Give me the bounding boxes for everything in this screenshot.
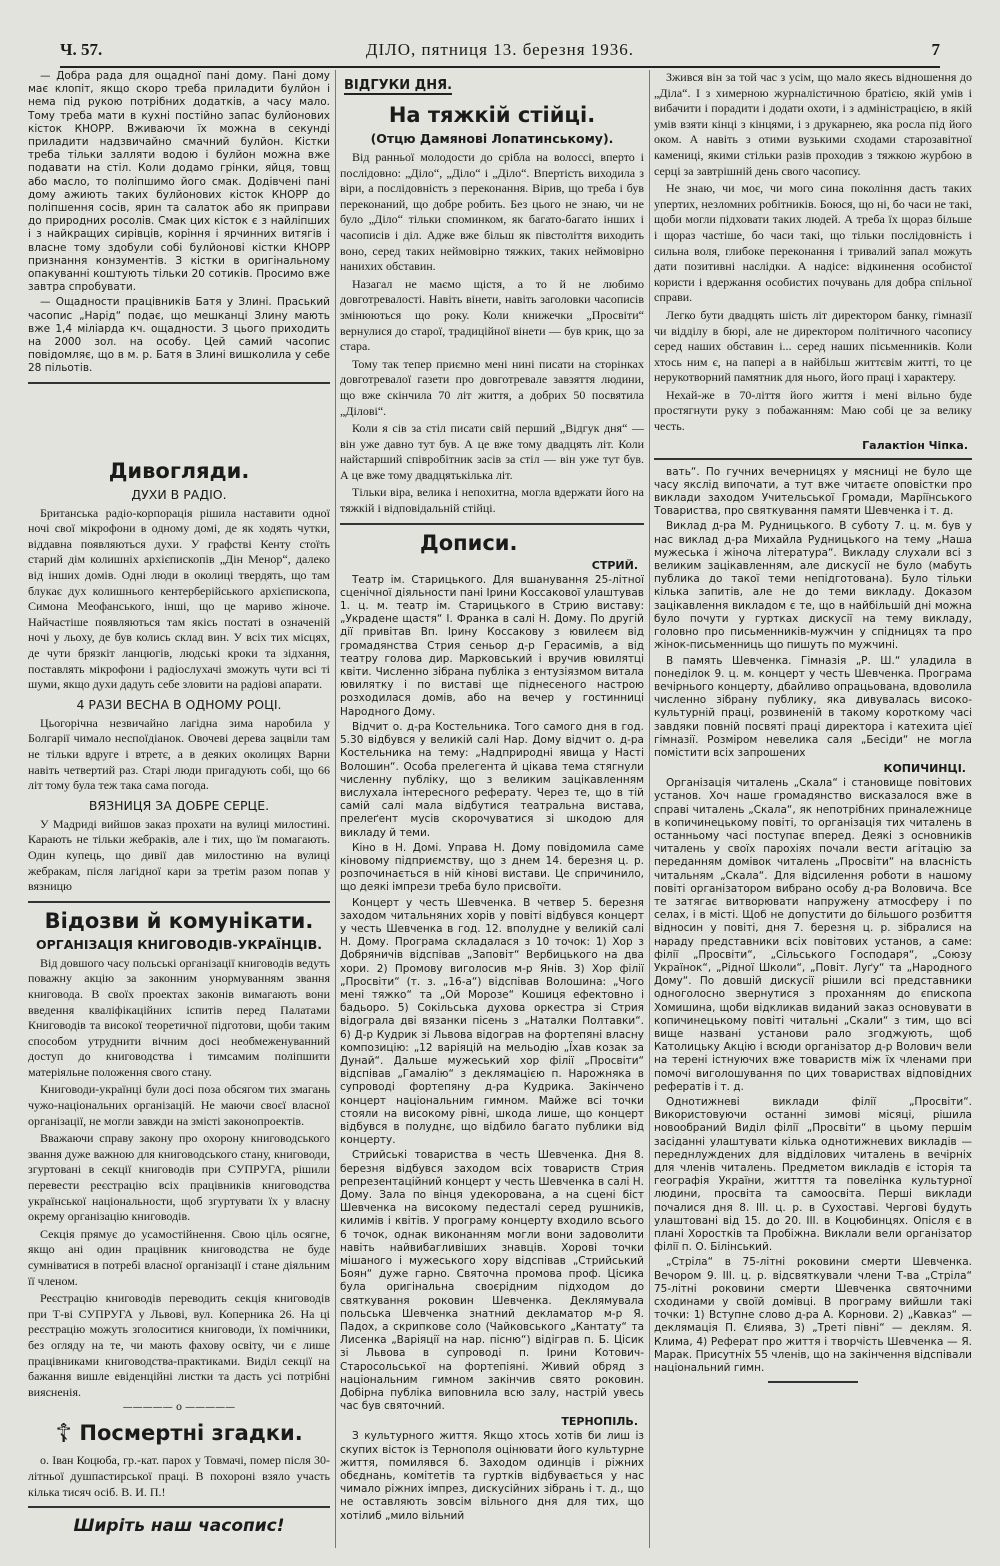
page-number: 7 xyxy=(931,40,940,59)
column-divider xyxy=(335,70,336,1548)
ternopil-lecture: Виклад д-ра М. Рудницького. В суботу 7. ц. м. був у нас виклад д-ра Михайла Рудницького на тему „Наша мужеська і жіноча література“. Викладу слухали всі з великим зацікавленням, але дискусії не було (мабуть публика до такої теми непідготована). Було тільки кілька запитів, але не до теми викладу. Доказом зацікавлення викладом є те, що в найбільшій дні можна було почути у гуртках дискусії на тему викладу, головно про письменників-мужчин у спідницях та про жінок-письменниць що пишуть по мужчині. xyxy=(654,520,972,652)
ad-bata: — Ощадности працівників Батя у Злині. Праський часопис „Нарід“ подає, що мешканці Злину мають вже 1,4 міліарда кч. ощадности. З цього приходить на 2000 зол. на особу. Цей самий часопис повідомляє, що в м. р. Батя в Злині вишколила у себе 28 пільотів. xyxy=(28,296,330,375)
faded-ink-area xyxy=(28,394,330,429)
heavy-post-p1: Від ранньої молодости до срібла на волоссі, вперто і послідовно: „Діло“, „Діло“ і „Діло“. Впертість виходила з віри, а послідовність з переконання. Вірив, що треба і був переконаний, що добре робить. Без цього не знаю, чи не було „Діло“ тільки споминком, як багато-багато інших і часописів і діл. Адже вже більш як півстоліття виходить воно, серед таких неймовірно тяжких, таких неймовірно нанихих обставин. xyxy=(340,150,644,274)
heavy-post-p5: Тільки віра, велика і непохитна, могла вдержати його на тяжкій і відповідальній стійці. xyxy=(340,485,644,516)
article-title-ghosts: ДУХИ В РАДІО. xyxy=(131,486,227,502)
divider xyxy=(654,458,972,460)
section-title-reports: Дописи. xyxy=(420,530,518,555)
kopychyntsi-strila: „Стріла“ в 75-літні роковини смерти Шевченка. Вечором 9. ІІІ. ц. р. відсвяткували члени Т-ва „Стріла“ 75-літні роковини смерти Шевченка святочними сходинами у своїй домівці. В програму вийшли такі точки: 1) Вступне слово д-ра А. Корнови. 2) „Кавказ“ — деклямація П. Єлиява, 3) „Треті півні“ — деклям. Я. Клима, 4) Реферат про життя і творчість Шевченка — Я. Марак. Присутніх 55 членів, що на закінчення відспівали національний гимн. xyxy=(654,1256,972,1375)
ternopil-cont: вать“. По гучних вечерницях у мясниці не було ще часу якслід випочати, а тут вже читаєте оповістки про виклади заходом Учительської Громади, Маріїнського Товариства, про святкування памяти Шевченка і т. д. xyxy=(654,465,972,518)
page-header xyxy=(60,40,940,68)
ornament-divider: ————— o ————— xyxy=(122,1402,236,1414)
column-1 xyxy=(28,70,330,1554)
stryi-lecture: Відчит о. д-ра Костельника. Того самого дня в год. 5.30 відбувся у великій салі Нар. Дому відчит о. д-ра Костельника на тему: „Надприродні явища у Насті Волошин“. Особа прелегента й цікава тема стягнули численну публіку, що з великим зацікавленням вислухала інтересного реферату. Через те, що в тій самій салі мала відбутися театральна вистава, прелеґент мусів скорочуватися зі шкодою для викладу й теми. xyxy=(340,720,644,839)
section-title-obituaries xyxy=(28,1419,330,1449)
obituaries-title-text: Посмертні згадки. xyxy=(79,1421,303,1446)
stryi-concert: Концерт у честь Шевченка. В четвер 5. березня заходом читальняних хорів у повіті відбувся концерт у честь Шевченка в год. 12. вполудне у великій салі Н. Дому. Програма складалася з 10 точок: 1) Хор з Добряничів відспівав „Заповіт“ Вербицького на два хори. 2) Промову виголосив м-р Янів. 3) Хор філії „Просвіти“ (т. з. „16-а“) відспівав Волошина: „Чого мені тяжко“ та „Ой Морозе“ Кошиця ефектовно і бадьоро. 5) Сокільська духова оркестра зі Стрия відограла дві вязанки пісень з „Наталки Полтавки“. 6) Д-р Кудрик зі Львова відограв на фортепяні власну композицію: „12 варіяцій на мельодію „Їхав козак за Дунай“. Дальше мужеський хор філії „Просвіти“ відспівав „Гамалію“ з деклямацією п. Нарожняка в супроводі фортепяну д-ра Кудрика. Закінчено концерт національним гимном. Майже всі точки стояли на високому рівні, шкода лише, що концерт відбувся в полуднє, що відбило багато публики від концерту. xyxy=(340,896,644,1147)
column-2 xyxy=(340,70,644,1554)
stryi-theatre: Театр ім. Старицького. Для вшанування 25-літної сценічної діяльности пані Ірини Коссакової улаштував 1. ц. м. театр ім. Старицького в Стрию виставу: „Украдене щастя“ І. Франка в салі Н. Дому. По другій дії привітав Вп. Ірину Коссакову з ювилеєм від громадянства Стрия сеньор д-р Герасимів, а від театру голова дир. Марковський і вручив ювилятці квіти. Численно зібрана публіка з ентузіязмом витала ювилятку і по виставі ще піднесеного настрою розходилася домів, або на вечер у гостинниці Народного Дому. xyxy=(340,573,644,718)
end-rule xyxy=(768,1381,858,1383)
accountants-p1: Від довшого часу польські організації книговодів ведуть поважну акцію за законним унормуванням звання книговода. В своїх проектах законів вимагають вони введення кваліфікаційних іспитів перед Палатами Книговодів та високої теоретичної підготови, щоби таким способом утруднити вічним досі необмеженуванний доступ до книговодства і тимсамим поліпшити матеріяльне положення свого стану. xyxy=(28,955,330,1079)
divider xyxy=(340,523,644,525)
heavy-post-cont-p4: Нехай-же в 70-ліття його життя і мені вільно буде простягнути руку з побажанням: Маю собі це за велику честь. xyxy=(654,387,972,434)
ternopil-shevchenko: В память Шевченка. Гімназія „Р. Ш.“ уладила в понеділок 9. ц. м. концерт у честь Шевченка. Програма вечірнього концерту, дбайливо опрацьована, вдоволила численно зібрану публику, яка дивувалась високо-культурній праці, розвиненій в такому короткому часі завдяки повній посвяті праці директора і катехита цієї гімназії. Розміром невелика саля „Бесіди“ не могла помістити всіх запрошених xyxy=(654,654,972,759)
stryi-cinema: Кіно в Н. Домі. Управа Н. Дому повідомила саме кіновому підприємству, що з днем 14. березня ц. р. розпочинається в ній кінові вистави. Це спричинило, що деякі імпрези треба було присвоїти. xyxy=(340,841,644,894)
article-dedication: (Отцю Дамянові Лопатинському). xyxy=(370,131,614,146)
kopychyntsi-lectures: Однотижневі виклади філії „Просвіти“. Використовуючи останні зимові місяці, рішила новообраний Видiл філії „Просвіти“ в цьому першім засіданні улаштувати кілька однотижневих викладів — переднлуждених для відділових читалень в вечірніх для членів читалень. Предметом викладів є історія та географія України, житття та повелінка культурної людини, просвіта та самоосвіта. Перші виклади почалися дня 8. ІІІ. ц. р. в Сухоставі. Чергові будуть улаштовані від 15. до 20. ІІІ. в Коцюбинцях. Опісля є в плані Хоростків та Пробіжна. Виклали вели організатор філії п. О. Білінський. xyxy=(654,1096,972,1254)
divider xyxy=(28,901,330,903)
issue-number: Ч. 57. xyxy=(60,40,103,59)
heavy-post-cont-p1: Зжився він за той час з усім, що мало якесь відношення до „Діла“. І з химерною журналістичною братією, якій умів і вибачити і порадити і додати охоти, і з адміністрацією, в якій умів взяти кінці з кінцями, і з друкарнею, яка росла під його оком. А навіть з отими вузькими сходами старозавітної камениці, якими стільки разів проходив з тяжкою журбою в серці за завтрішній день свого часопису. xyxy=(654,70,972,178)
column-divider xyxy=(649,70,650,1548)
masthead-line: ДІЛО, пятниця 13. березня 1936. xyxy=(365,40,635,59)
stryi-societies: Стрийські товариства в честь Шевченка. Дня 8. березня відбувся заходом всіх товариств Стрия репрезентаційний концерт у честь Шевченка в салі Н. Дому. Зала по вінця удекорована, а на сцені біст Шевченка на високому педесталі серед рушників, килимів і квітів. У програму концерту входило всього 6 точок, однак виконанням могли вони задоволити навіть найвибагливіших знавців. Хорові точки мішаного і мужеського хору відспівав „Стрийський Боян“ дуже гарно. Святочна промова проф. Цісика була оригінальна своєрідним підходом до святкування роковин Шевченка. Деклямувала польська Шевченка знатний декламатор м-р Я. Падох, а скрипкове соло (Чайковського „Кантату“ та Лисенка „Варіяції на нар. пісню“) відіграв п. Б. Цісик зі Львова в супроводі п. Ірини Котович-Старосольської на фортепіяні. Живий обряд з національним гимном закінчив свято роковин. Добірна публіка виповнила всю залу, настрій увесь час був святочний. xyxy=(340,1149,644,1413)
article-prison: У Мадриді вийшов заказ прохати на вулиці милостині. Карають не тільки жебраків, але і тих, що їм помагають. Один купець, що дивії дав милостиню на вулиці жебракам, після лагідної кари за третім разом попав у вязницю xyxy=(28,816,330,894)
place-kopychyntsi: КОПИЧИНЦІ. xyxy=(883,762,966,776)
heavy-post-cont-p3: Легко бути двадцять шість літ директором банку, гімназії чи відділу в бюрі, але не директором політичного часопису серед наших обставин і... серед наших пісьменників. Коли хтось ним є, на папері а в найбільш життєвім житті, то це нерукотворний памятник для нього, його праці і характеру. xyxy=(654,307,972,385)
divider xyxy=(28,1506,330,1508)
column-3 xyxy=(654,70,972,1554)
accountants-p2: Книговоди-українці були досі поза обсягом тих змагань чужо-національних організацій. Не маючи своєї власної організації, не могли завжди на змісті законопроектів. xyxy=(28,1082,330,1128)
place-ternopil: ТЕРНОПІЛЬ. xyxy=(561,1415,638,1429)
rubric-label: ВІДГУКИ ДНЯ. xyxy=(344,78,453,93)
heavy-post-p3: Тому так тепер приємно мені нині писати на сторінках довготревалої газети про довготревале завзяття людини, що вже скінчила 70 літ життя, а добрих 50 посвятила „Ділові“. xyxy=(340,356,644,418)
section-title-curiosities: Дивогляди. xyxy=(108,458,250,483)
article-title-prison: ВЯЗНИЦЯ ЗА ДОБРЕ СЕРЦЕ. xyxy=(88,797,270,813)
author-signature: Галактіон Чіпка. xyxy=(862,438,968,452)
cross-icon: ☦ xyxy=(55,1419,73,1450)
accountants-p3: Вважаючи справу закону про охорону книговодського звання дуже важною для книговодського стану, книговоди, згуртовані в секції книговодів при СУПРУГА, рішили перевести реєстрацію всіх працівників книговодства української національности, щоб згуртувати їх у власну окрему організацію книговодів. xyxy=(28,1131,330,1224)
obituary-kotsiuba: о. Іван Коцюба, гр.-кат. парох у Товмачі, помер після 30-літньої душпастирської праці. В похороні взяло участь кілька тисяч осіб. В. И. П.! xyxy=(28,1453,330,1499)
accountants-p5: Реєстрацію книговодів переводить секція книговодів при Т-ві СУПРУГА у Львові, вул. Коперника 26. На ці реєстрацію можуть зголоситися книговоди, їх помічники, без огляду на те, чи мають фахову освіту, чи є лише працівниками книговодства-практиками. Видiл секції на бажання вишле евіденційні листки та дасть усі потрібні виясненія. xyxy=(28,1291,330,1399)
accountants-p4: Секція прямує до усамостійнення. Свою ціль осягне, якщо ані один працівник книговодства не буде сумніватися в потребі власної організації і стане діяльним її членом. xyxy=(28,1226,330,1288)
article-title-heavy-post: На тяжкій стійці. xyxy=(388,103,596,127)
article-title-accountants: ОРГАНІЗАЦІЯ КНИГОВОДІВ-УКРАЇНЦІВ. xyxy=(35,936,323,952)
divider xyxy=(28,382,330,384)
ad-knorr: — Добра рада для ощадної пані дому. Пані дому має клопіт, якщо скоро треба приладити булйон і нема під рукою потрібних додатків, а часу мало. Тому треба мати в кухні постійно запас булйонових кісток КНОРР. Вживаючи їх можна в секунді приладити надзвичайно смачний булйон. Кістки треба тільки залляти водою і булйон можна вже подавати на стіл. Коли додамо грінки, яйця, товщ або масло, то поліпшимо його смак. Додівчені пані дому ажиють таких булйонових кісток КНОРР до поліпшення сосів, ярин та салаток або як приправи до природних росолів. Смак цих кісток є з найліпших і з найкращих сирівців, коріння і ярчинних витягів і власне тому здобули собі булйонові кістки КНОРР признання конзументів. З кістки в оригінальному опакуванні коштують тільки 20 сотиків. Просимо вже завтра спробувати. xyxy=(28,70,330,294)
kopychyntsi-skala: Організація читалень „Скала“ і становище повітових установ. Хоч наше громадянство висказалося вже в справі читалень „Скала“, як непотрібних приналежнице в копичинецькому повіті, то організація тих читалень в останньому часі поступає вперед. Деякі з основників читалень у своїх парохіях почали вести агітацію за переданням домівок читалень „Просвіти“ на власність читальням „Скала“. Для відсилення роботи в нашому повіті організатором вибрано особу д-ра Воловича. Все те затягає витворювати напружену атмосферу і по селах, і в місті. Щоб не допустити до більшого розбиття відносин у повіті, дня 7. березня ц. р. зібралися на нараду представники всіх повітових установ, а саме: філії „Просвіти“, „Сільського Господаря“, „Союзу Українок“, „Рідної Школи“, „Повіт. Луґу“ та „Народного Дому“. По довшій дискусії рішили всі представники одноголосно звернутися з проханням до єпископа Хомишина, щоби відкликав виданий заказ основувати в копичинецькому повіті читальні „Скали“ з тим, що всі вище названі установи рало згоджують, щоб Католицьку Акцію і всюди організатор д-р Волович вели на терені істнуючих вже товариств між їх членами при помочі виголошування по цих товариствах відповідних рефератів і т. д. xyxy=(654,777,972,1093)
place-stryi: СТРИЙ. xyxy=(591,558,638,572)
ternopil-culture: З культурного життя. Якщо хтось хотів би лиш із скупих вісток із Тернополя оцінювати його культурне життя, помилявся б. Заходом одинців і ріжних обєднань, комітетів та гуртків відбувається у нас чимало ріжних імпрез, дискусійних зібрань і т. д., що не оставляють зовсім вільного дня для тих, що хотілиб „мило вільний xyxy=(340,1430,644,1522)
article-spring: Цьогорічна незвичайно лагідна зима наробила у Болгарії чимало неспоїдіанок. Овочеві дерева зацвіли там не тільки вдруге і втретє, а в деяких околицях Варни навіть четвертий раз. Старі люди пригадують собі, що 66 літ тому була теж така сама погода. xyxy=(28,715,330,793)
spread-our-paper-slogan: Ширіть наш часопис! xyxy=(73,1516,285,1537)
article-title-spring: 4 РАЗИ ВЕСНА В ОДНОМУ РОЦІ. xyxy=(76,696,282,712)
section-title-appeals: Відозви й комунікати. xyxy=(44,908,314,933)
heavy-post-p2: Назагал не маємо щістя, а то й не любимо довготревалості. Навіть вінети, навіть заголовки часописів змінюються що року. Коли книжечки „Просвіти“ вернулися до старої, традиційної вінети — був крик, що за стара. xyxy=(340,276,644,354)
article-ghosts: Британська радіо-корпорація рішила наставити одної ночі свої мікрофони в одному домі, де як ходять чутки, віддавна появляються духи. У графстві Кенту стоїть старий дім колишніх архієпископів „Дін Менор“, далеко від інших домів. Одні люди в околиці твердять, що там блукає дух колишнього кентерберійського архієпископа, Симона Меофанського, інші, що це мариво жіноче. Найчастіше появляються там якісь постаті в означеній ночі у льоху, де був колись склад вин. У всіх тих місцях, де чути брязкіт ланцюгів, людські кроки та зідхання, поставлять мікрофони і радіослухачі зможуть чути всі ті шуми, якщо духи дадуть себе зловити на радіові апарати. xyxy=(28,505,330,692)
heavy-post-p4: Коли я сів за стіл писати свій перший „Відгук дня“ — він уже давно тут був. А це вже тому двадцять літ. Коли найстарший співробітник засів за стіл — він уже тут був. А це вже тому двадцятькілька літ. xyxy=(340,421,644,482)
heavy-post-cont-p2: Не знаю, чи моє, чи мого сина покоління дасть таких упертих, незломних робітників. Боюся, що ні, бо часи не такі, щоби могли підховати таких людей. А треба їх щораз більше і щораз частіше, бо часи такі, що тільки послідовність і сильна воля, глибоке переконання і тривалий запал можуть дати позитивні наслідки. А надісе: відкинення особистої користи і вдержання особистих почувань для добра спільної справи. xyxy=(654,181,972,305)
